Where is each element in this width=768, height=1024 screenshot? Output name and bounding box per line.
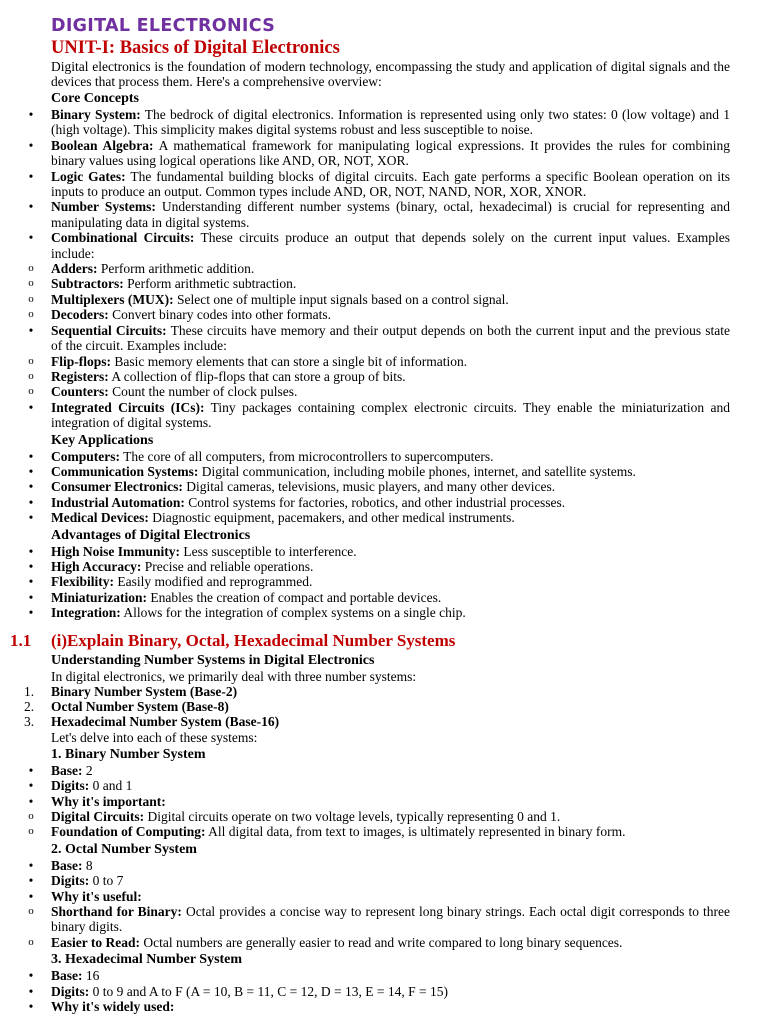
list-item: [28, 322, 730, 354]
sub-list-item: [28, 307, 730, 323]
list-item: [28, 494, 730, 510]
bullet-icon: •: [28, 983, 34, 999]
list-item: [28, 199, 730, 230]
item-term: Digits:: [51, 983, 90, 999]
bullet-icon: •: [28, 137, 34, 153]
item-text: Control systems for factories, robotics, and other industrial processes.: [184, 494, 566, 510]
item-term: Integrated Circuits (ICs):: [51, 399, 205, 415]
bullet-icon: •: [28, 999, 34, 1015]
bullet-icon: •: [28, 574, 34, 590]
sub-list-item: [28, 353, 730, 369]
item-term: Base:: [51, 968, 83, 984]
bullet-icon: •: [28, 873, 34, 889]
item-term: Boolean Algebra:: [51, 137, 154, 153]
item-text: Less susceptible to interference.: [180, 543, 357, 559]
item-term: Communication Systems:: [51, 463, 199, 479]
bullet-icon: •: [28, 589, 34, 605]
list-item: [28, 107, 730, 138]
hex-list: [0, 968, 768, 1014]
item-text: 8: [82, 857, 93, 873]
item-text: Easily modified and reprogrammed.: [114, 574, 313, 590]
bullet-icon: •: [28, 230, 34, 246]
list-item: [28, 762, 730, 778]
item-text: Digital circuits operate on two voltage levels, typically representing 0 and 1.: [144, 809, 561, 825]
list-item: [28, 873, 730, 889]
sub-list-item: [28, 291, 730, 307]
circle-bullet-icon: o: [28, 354, 34, 367]
bullet-icon: •: [28, 168, 34, 184]
item-term: Binary System:: [51, 107, 141, 122]
octal-heading: 2. Octal Number System: [51, 841, 197, 857]
numbered-item: 1. Binary Number System (Base-2): [24, 683, 238, 699]
sub-list-item: [28, 384, 730, 400]
item-text: The core of all computers, from microcontrollers to supercomputers.: [120, 448, 494, 464]
circle-bullet-icon: o: [28, 385, 34, 398]
item-term: Miniaturization:: [51, 589, 147, 605]
list-item: [28, 543, 730, 559]
circle-bullet-icon: o: [28, 810, 34, 823]
item-text: All digital data, from text to images, is ultimately represented in binary form.: [205, 824, 626, 840]
item-term: Digits:: [51, 873, 90, 889]
item-text: A collection of flip-flops that can store a group of bits.: [108, 368, 406, 384]
bullet-icon: •: [28, 543, 34, 559]
bullet-icon: •: [28, 199, 34, 215]
item-term: Why it's widely used:: [51, 999, 175, 1015]
circle-bullet-icon: o: [28, 262, 34, 275]
circle-bullet-icon: o: [28, 277, 34, 290]
list-item: [28, 448, 730, 464]
item-term: Number Systems:: [51, 199, 156, 215]
item-term: High Noise Immunity:: [51, 543, 181, 559]
item-term: Subtractors:: [51, 276, 124, 292]
list-item: [28, 558, 730, 574]
item-text: A mathematical framework for manipulating logical expressions. It provides the rules for combining binary values using logical operations like AND, OR, NOT, XOR.: [51, 137, 731, 169]
item-text: Convert binary codes into other formats.: [108, 307, 332, 323]
item-term: Digits:: [51, 778, 90, 794]
intro-paragraph: Digital electronics is the foundation of modern technology, encompassing the study and application of digital signals and the devices that process them. Here's a comprehensive overview:: [51, 59, 730, 89]
list-item: [28, 479, 730, 495]
bullet-icon: •: [28, 778, 34, 794]
item-term: Adders:: [51, 261, 98, 277]
sub-list-item: [28, 809, 730, 825]
item-term: Base:: [51, 762, 83, 778]
sub-list-item: [28, 824, 730, 840]
section-heading: [10, 630, 768, 651]
bullet-icon: •: [28, 479, 34, 495]
item-text: 16: [82, 968, 100, 984]
item-term: Flip-flops:: [51, 353, 112, 369]
list-item: [28, 574, 730, 590]
list-item: [28, 168, 730, 200]
binary-heading: 1. Binary Number System: [51, 746, 206, 762]
item-text: Perform arithmetic addition.: [97, 261, 255, 277]
item-term: Foundation of Computing:: [51, 824, 206, 840]
bullet-icon: •: [28, 399, 34, 415]
item-text: Count the number of clock pulses.: [108, 384, 298, 400]
bullet-icon: •: [28, 322, 34, 338]
item-text: The fundamental building blocks of digital circuits. Each gate performs a specific Boolean operation on its inputs to produce an output. Common types include AND, OR, NOT, NAND, NOR, XOR, XNOR.: [51, 168, 730, 200]
bullet-icon: •: [28, 107, 34, 122]
list-item: [28, 137, 731, 169]
key-applications-list: [0, 449, 768, 526]
lead-paragraph: Let's delve into each of these systems:: [51, 729, 258, 745]
circle-bullet-icon: o: [28, 935, 34, 948]
document-title: DIGITAL ELECTRONICS: [51, 16, 276, 36]
list-item: [28, 510, 730, 526]
item-term: Flexibility:: [51, 574, 114, 590]
item-text: Tiny packages containing complex electronic circuits. They enable the miniaturization and integration of digital systems.: [51, 399, 731, 431]
bullet-icon: •: [28, 857, 34, 873]
item-text: Octal numbers are generally easier to read and write compared to long binary sequences.: [140, 934, 623, 950]
item-term: Medical Devices:: [51, 510, 149, 526]
sub-list-item: [28, 261, 730, 277]
item-term: Integration:: [51, 605, 121, 621]
bullet-icon: •: [28, 558, 34, 574]
item-term: Base:: [51, 857, 83, 873]
list-item: [28, 399, 731, 431]
circle-bullet-icon: o: [28, 369, 34, 382]
item-term: Why it's useful:: [51, 888, 142, 904]
section-title: (i)Explain Binary, Octal, Hexadecimal Number Systems: [51, 630, 456, 650]
item-term: Multiplexers (MUX):: [51, 291, 174, 307]
list-item: [28, 230, 731, 261]
list-item: [28, 999, 730, 1015]
list-item: [28, 888, 730, 904]
item-text: 0 to 7: [89, 873, 124, 889]
octal-list: [0, 858, 768, 950]
circle-bullet-icon: o: [28, 308, 34, 321]
list-item: [28, 857, 730, 873]
section-number: 1.1: [10, 630, 32, 650]
item-text: Basic memory elements that can store a single bit of information.: [111, 353, 468, 369]
advantages-heading: Advantages of Digital Electronics: [51, 527, 251, 543]
item-text: Understanding different number systems (binary, octal, hexadecimal) is crucial for representing and manipulating data in digital systems.: [51, 199, 730, 230]
bullet-icon: •: [28, 762, 34, 778]
item-term: Registers:: [51, 368, 109, 384]
core-concepts-list: [0, 107, 768, 431]
item-text: Digital cameras, televisions, music players, and many other devices.: [182, 479, 556, 495]
item-term: Logic Gates:: [51, 168, 126, 184]
sub-list-item: [28, 368, 730, 384]
circle-bullet-icon: o: [28, 292, 34, 305]
bullet-icon: •: [28, 494, 34, 510]
item-text: Octal provides a concise way to represent long binary strings. Each octal digit corresponds to three binary digits.: [51, 904, 730, 935]
document-page: [0, 15, 768, 1015]
unit-title: UNIT-I: Basics of Digital Electronics: [51, 38, 340, 58]
item-term: Digital Circuits:: [51, 809, 145, 825]
item-text: Digital communication, including mobile phones, internet, and satellite systems.: [198, 463, 636, 479]
item-term: Combinational Circuits:: [51, 230, 195, 246]
circle-bullet-icon: o: [28, 825, 34, 838]
item-term: Computers:: [51, 448, 120, 464]
item-term: Industrial Automation:: [51, 494, 185, 510]
list-item: [28, 793, 730, 809]
list-item: [28, 589, 730, 605]
item-text: Allows for the integration of complex systems on a single chip.: [120, 605, 466, 621]
numbered-item: 2. Octal Number System (Base-8): [24, 699, 229, 714]
item-term: Consumer Electronics:: [51, 479, 183, 495]
list-item: [28, 778, 730, 794]
bullet-icon: •: [28, 448, 34, 464]
item-term: High Accuracy:: [51, 558, 142, 574]
item-term: Why it's important:: [51, 793, 166, 809]
sub-list-item: [28, 934, 730, 950]
key-applications-heading: Key Applications: [51, 432, 154, 448]
hex-heading: 3. Hexadecimal Number System: [51, 952, 243, 968]
bullet-icon: •: [28, 605, 34, 621]
bullet-icon: •: [28, 463, 34, 479]
item-text: Select one of multiple input signals based on a control signal.: [173, 291, 509, 307]
binary-list: [0, 763, 768, 840]
item-text: 0 to 9 and A to F (A = 10, B = 11, C = 12, D = 13, E = 14, F = 15): [89, 983, 448, 999]
bullet-icon: •: [28, 793, 34, 809]
sub-list-item: [28, 904, 730, 935]
advantages-list: [0, 544, 768, 621]
numbered-item: 3. Hexadecimal Number System (Base-16): [24, 714, 280, 730]
item-text: 0 and 1: [89, 778, 133, 794]
list-item: [28, 463, 730, 479]
item-term: Decoders:: [51, 307, 109, 323]
item-text: Precise and reliable operations.: [141, 558, 314, 574]
core-concepts-heading: Core Concepts: [51, 91, 140, 106]
number-systems-intro: In digital electronics, we primarily deal with three number systems:: [51, 668, 417, 684]
item-term: Easier to Read:: [51, 934, 140, 950]
bullet-icon: •: [28, 888, 34, 904]
bullet-icon: •: [28, 968, 34, 984]
list-item: [28, 605, 730, 621]
item-text: Enables the creation of compact and portable devices.: [147, 589, 442, 605]
item-text: 2: [82, 762, 93, 778]
number-systems-subheading: Understanding Number Systems in Digital Electronics: [51, 652, 375, 668]
item-term: Sequential Circuits:: [51, 322, 167, 338]
number-systems-list: [0, 684, 768, 730]
bullet-icon: •: [28, 510, 34, 526]
circle-bullet-icon: o: [28, 905, 34, 918]
item-text: These circuits have memory and their output depends on both the current input and the previous state of the circuit. Examples include:: [51, 322, 730, 354]
list-item: [28, 983, 730, 999]
item-term: Shorthand for Binary:: [51, 904, 182, 920]
sub-list-item: [28, 276, 730, 292]
item-text: The bedrock of digital electronics. Information is represented using only two states: 0 (low voltage) and 1 (high voltage). This simplicity makes digital systems robust and less susceptible to noise.: [51, 107, 730, 138]
item-text: Diagnostic equipment, pacemakers, and other medical instruments.: [148, 510, 515, 526]
list-item: [28, 968, 730, 984]
item-text: Perform arithmetic subtraction.: [123, 276, 297, 292]
item-text: These circuits produce an output that depends solely on the current input values. Examples include:: [51, 230, 731, 261]
item-term: Counters:: [51, 384, 109, 400]
